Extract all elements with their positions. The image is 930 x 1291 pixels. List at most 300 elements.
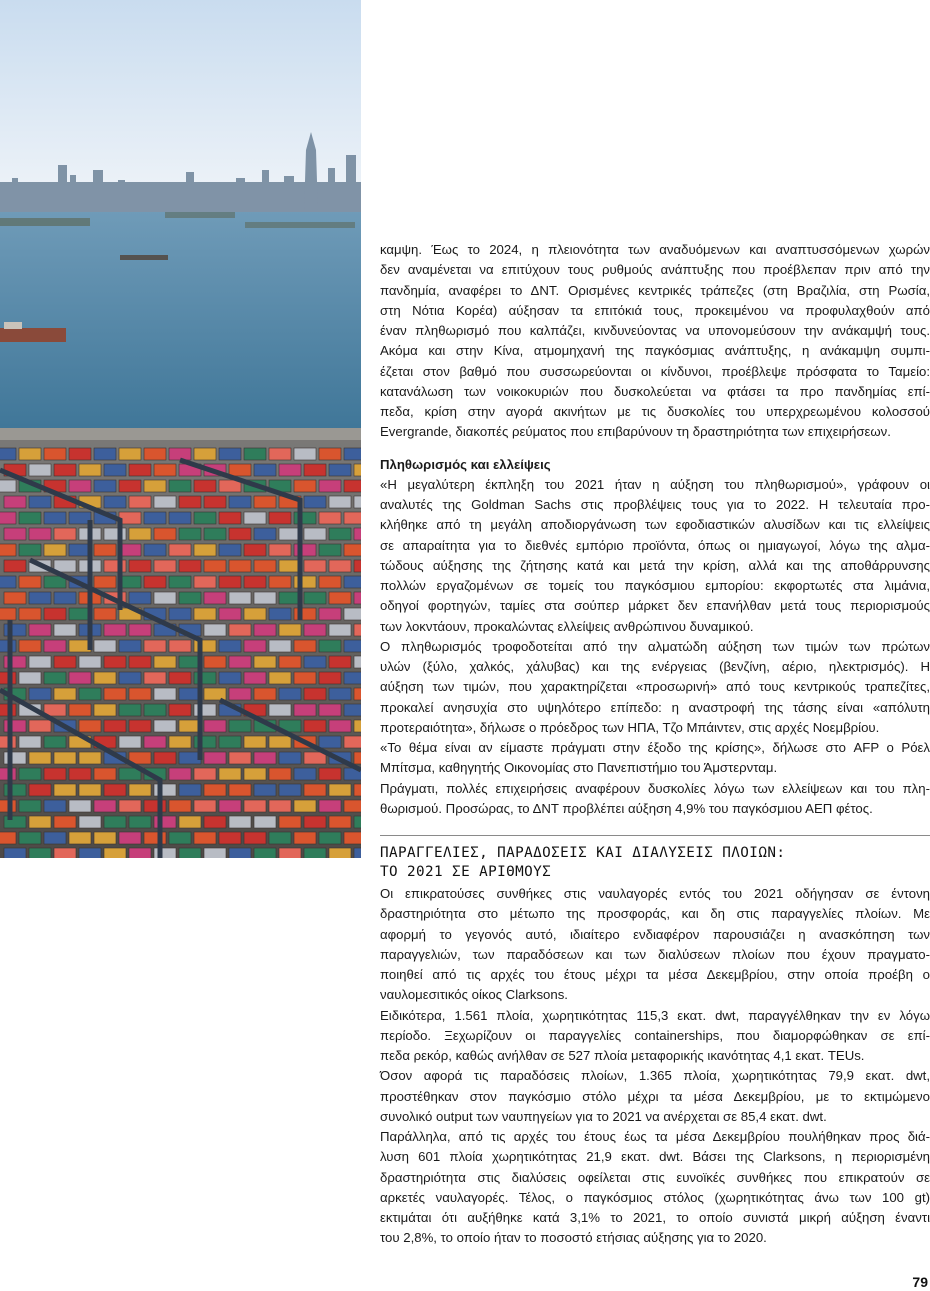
container (269, 768, 291, 780)
text-line: κλήθηκε από τη μεγάλη αποδιοργάνωση των εφοδιαστικών αλυσίδων και τις ελλείψεις (380, 517, 930, 533)
container (319, 768, 341, 780)
container (229, 848, 251, 858)
container (29, 848, 51, 858)
container (54, 464, 76, 476)
container (194, 736, 216, 748)
container (204, 496, 226, 508)
container (129, 656, 151, 668)
container (204, 528, 226, 540)
container (169, 768, 191, 780)
container (154, 848, 176, 858)
container (179, 560, 201, 572)
container (194, 832, 216, 844)
container (254, 752, 276, 764)
container (154, 656, 176, 668)
container (219, 832, 241, 844)
text-line: Όσον αφορά τις παραδόσεις πλοίων, 1.365 πλοία, χωρητικότητας 79,9 εκατ. dwt, (380, 1068, 930, 1084)
section-heading: Πληθωρισμός και ελλείψεις (380, 456, 551, 472)
container (204, 688, 226, 700)
container (219, 448, 241, 460)
container (279, 816, 301, 828)
container (354, 592, 361, 604)
container (319, 800, 341, 812)
container (179, 592, 201, 604)
container (44, 736, 66, 748)
container (4, 560, 26, 572)
container (144, 832, 166, 844)
text-line: προτεραιότητα», δήλωσε ο πρόεδρος των ΗΠΑ, Τζο Μπάιντεν, στις αρχές Νοεμβρίου. (380, 719, 880, 735)
container (144, 448, 166, 460)
container (119, 640, 141, 652)
container (229, 816, 251, 828)
container (154, 784, 176, 796)
container (269, 608, 291, 620)
box-divider (380, 835, 930, 836)
text-line: ποιηθεί από τις αρχές του έτους μέχρι τα μέσα Δεκεμβρίου, στην οποία προέβη ο (380, 967, 930, 982)
container (119, 800, 141, 812)
container (319, 704, 341, 716)
container (19, 576, 41, 588)
container (169, 544, 191, 556)
text-line: κατανάλωση των νοικοκυριών που δυσκολεύεται να φτάσει τα προ πανδημίας επί- (380, 383, 930, 399)
container (129, 848, 151, 858)
container (219, 544, 241, 556)
container (169, 672, 191, 684)
container (279, 848, 301, 858)
container (254, 656, 276, 668)
container (119, 832, 141, 844)
container (194, 704, 216, 716)
container (129, 528, 151, 540)
container (294, 768, 316, 780)
container (304, 560, 326, 572)
container (304, 688, 326, 700)
container (269, 736, 291, 748)
container (219, 800, 241, 812)
container (354, 656, 361, 668)
container (294, 544, 316, 556)
container (104, 528, 126, 540)
text-line: πεδα, κρίση στην αγορά ακινήτων με τις δυσκολίες του υπερχρεωμένου κολοσσού (380, 404, 930, 419)
container (344, 448, 361, 460)
container (354, 688, 361, 700)
container (354, 816, 361, 828)
container (354, 624, 361, 636)
text-line: δραστηριότητα στο μέτωπο της προσφοράς, και δη στις παραγγελίες πλοίων. Με (380, 906, 930, 922)
container (79, 784, 101, 796)
text-line: έζεται στον βαθμό που συσσωρεύονται οι κίνδυνοι, προέβλεψε πρόσφατα το Ταμείο: (380, 363, 930, 379)
container (4, 624, 26, 636)
container (104, 784, 126, 796)
container (304, 720, 326, 732)
text-line: περίοδο. Ξεχωρίζουν οι παραγγελίες containerships, που διαμορφώθηκαν σε επί- (380, 1027, 930, 1043)
container (169, 704, 191, 716)
container (104, 624, 126, 636)
container (144, 736, 166, 748)
container (0, 608, 16, 620)
container (19, 640, 41, 652)
container (319, 448, 341, 460)
container (169, 800, 191, 812)
container (319, 640, 341, 652)
container (144, 576, 166, 588)
container (44, 512, 66, 524)
container (29, 464, 51, 476)
container (194, 448, 216, 460)
container (204, 848, 226, 858)
container (194, 576, 216, 588)
container (354, 496, 361, 508)
page-number: 79 (912, 1274, 928, 1290)
container (319, 832, 341, 844)
container (104, 464, 126, 476)
container (94, 640, 116, 652)
container (69, 704, 91, 716)
container (0, 576, 16, 588)
container (29, 528, 51, 540)
container (44, 768, 66, 780)
container (144, 672, 166, 684)
container (229, 656, 251, 668)
container (144, 480, 166, 492)
container (229, 784, 251, 796)
container (329, 496, 351, 508)
text-line: θωρισμού. Προσώρας, το ΔΝΤ προβλέπει αύξηση 4,9% του παγκόσμιου ΑΕΠ φέτος. (380, 800, 873, 816)
text-line: υλών (ξύλο, χαλκός, χάλυβας) και της ενέργειας (βενζίνη, αέριο, ηλεκτρισμός). Η (380, 659, 930, 674)
container (294, 704, 316, 716)
container (304, 656, 326, 668)
container (69, 448, 91, 460)
container (304, 624, 326, 636)
container (19, 800, 41, 812)
text-line: προκαλεί ανησυχία στο υψηλότερο επίπεδο: η αναστροφή της τάσης είναι «απόλυτη (380, 699, 930, 715)
text-line: δραστηριότητα στις διαλύσεις οφείλεται στις ευνοϊκές συνθήκες που επικρατούν σε (380, 1169, 930, 1185)
container (144, 544, 166, 556)
text-line: δεν αναμένεται να επιτύχουν τους ρυθμούς ανάπτυξης που προέβλεπαν πριν από την (380, 262, 930, 278)
text-line: «Η μεγαλύτερη έκπληξη του 2021 ήταν η αύξηση του πληθωρισμού», γράφουν οι (380, 476, 930, 492)
container (319, 544, 341, 556)
container (229, 592, 251, 604)
text-line: αφορμή το γεγονός αυτό, ιδιαίτερο ενδιαφέρον παρουσιάζει η ανασκόπηση των (380, 926, 930, 942)
container (219, 736, 241, 748)
container (44, 832, 66, 844)
container (29, 656, 51, 668)
container (294, 832, 316, 844)
container (169, 512, 191, 524)
container (344, 800, 361, 812)
text-line: οδηγοί φορτηγών, ταμίες στα σούπερ μάρκετ δεν επανήλθαν μετά τους περιορισμούς (380, 598, 930, 614)
container (169, 448, 191, 460)
container (94, 480, 116, 492)
container (144, 704, 166, 716)
container (354, 560, 361, 572)
container (54, 528, 76, 540)
container (329, 560, 351, 572)
container (54, 592, 76, 604)
container (69, 672, 91, 684)
text-line: Οι επικρατούσες συνθήκες στις ναυλαγορές εντός του 2021 οδήγησαν σε έντονη (380, 886, 930, 901)
container (179, 816, 201, 828)
container (204, 656, 226, 668)
container (319, 512, 341, 524)
container (244, 800, 266, 812)
container (4, 752, 26, 764)
container (4, 784, 26, 796)
container (329, 720, 351, 732)
container (319, 576, 341, 588)
container (4, 656, 26, 668)
container (94, 576, 116, 588)
container (294, 576, 316, 588)
container (204, 720, 226, 732)
container (269, 448, 291, 460)
text-line: σε απαραίτητα για το διεθνές εμπόριο προϊόντα, όπως οι ημιαγωγοί, λόγω της αλμα- (380, 537, 930, 553)
container (94, 704, 116, 716)
container (0, 544, 16, 556)
container (94, 608, 116, 620)
container (229, 560, 251, 572)
container (194, 672, 216, 684)
container (19, 512, 41, 524)
container (229, 752, 251, 764)
container (94, 544, 116, 556)
container (19, 448, 41, 460)
container (194, 768, 216, 780)
container (29, 592, 51, 604)
container (304, 464, 326, 476)
container (154, 752, 176, 764)
container (319, 672, 341, 684)
container (269, 576, 291, 588)
container (244, 576, 266, 588)
quay (0, 428, 361, 440)
container (154, 560, 176, 572)
container (154, 688, 176, 700)
container (244, 640, 266, 652)
container (219, 608, 241, 620)
container (344, 832, 361, 844)
text-line: τώδους αύξησης της ζήτησης κατά και μετά την κρίση, αλλά και της αποθάρρυνσης (380, 557, 930, 573)
water (0, 212, 361, 432)
text-line: Ειδικότερα, 1.561 πλοία, χωρητικότητας 115,3 εκατ. dwt, παραγγέλθηκαν την εν λόγω (380, 1007, 930, 1023)
container (269, 512, 291, 524)
container (44, 640, 66, 652)
container (104, 560, 126, 572)
container (129, 496, 151, 508)
container (154, 592, 176, 604)
container (254, 496, 276, 508)
container (219, 640, 241, 652)
container (104, 496, 126, 508)
text-line: Ο πληθωρισμός τροφοδοτείται από την αλματώδη αύξηση των τιμών των πρώτων (380, 638, 930, 654)
container (204, 816, 226, 828)
container (254, 784, 276, 796)
container (69, 768, 91, 780)
container (29, 720, 51, 732)
container (254, 592, 276, 604)
container (344, 512, 361, 524)
container (354, 720, 361, 732)
container (279, 464, 301, 476)
container (69, 832, 91, 844)
container (54, 816, 76, 828)
container (254, 624, 276, 636)
container (244, 736, 266, 748)
container (79, 752, 101, 764)
container (254, 528, 276, 540)
text-line: συνολικό output των ναυπηγείων για το 2021 να ανέρχεται σε 85,4 εκατ. dwt. (380, 1108, 827, 1124)
container (269, 800, 291, 812)
container (154, 528, 176, 540)
text-line: του 2,8%, το οποίο ήταν το ποσοστό ετήσιας αύξησης για το 2020. (380, 1230, 767, 1246)
container (54, 656, 76, 668)
container (229, 624, 251, 636)
container (244, 608, 266, 620)
text-line: αύξηση των τιμών, που χαρακτηρίζεται «προσωρινή» από τους κεντρικούς τραπεζίτες, (380, 679, 930, 695)
container (329, 592, 351, 604)
container (204, 784, 226, 796)
container (179, 496, 201, 508)
container (254, 560, 276, 572)
container (329, 624, 351, 636)
container (194, 544, 216, 556)
container (354, 752, 361, 764)
container (104, 688, 126, 700)
container (294, 480, 316, 492)
container (304, 752, 326, 764)
container (229, 688, 251, 700)
container (329, 464, 351, 476)
intro-paragraph (380, 240, 930, 443)
text-line: των λοκντάουν, προκαλώντας ελλείψεις ανθρώπινου δυναμικού. (380, 618, 754, 634)
container (19, 608, 41, 620)
container (4, 816, 26, 828)
container (229, 720, 251, 732)
container (169, 576, 191, 588)
container (294, 512, 316, 524)
container (304, 816, 326, 828)
container (119, 480, 141, 492)
container (19, 832, 41, 844)
container (119, 736, 141, 748)
container (79, 688, 101, 700)
container (244, 768, 266, 780)
container (29, 688, 51, 700)
container (279, 688, 301, 700)
container (344, 608, 361, 620)
container (344, 480, 361, 492)
container (344, 704, 361, 716)
container (194, 608, 216, 620)
text-line: προστέθηκαν στον παγκόσμιο στόλο μέχρι τα μέσα Δεκεμβρίου, με το εκτιμώμενο (380, 1088, 930, 1104)
container (329, 688, 351, 700)
container (169, 608, 191, 620)
container (344, 640, 361, 652)
text-line: πανδημία, αναφέρει το ΔΝΤ. Ορισμένες κεντρικές τράπεζες (στη Βραζιλία, στη Ρωσία, (380, 282, 930, 298)
container (154, 464, 176, 476)
container (204, 592, 226, 604)
container (154, 816, 176, 828)
container (94, 832, 116, 844)
container (194, 800, 216, 812)
article-column (380, 240, 930, 1249)
container (144, 640, 166, 652)
container (54, 624, 76, 636)
container (4, 848, 26, 858)
container (119, 672, 141, 684)
container (244, 832, 266, 844)
text-line: Evergrande, διακοπές ρεύματος που επιβαρύνουν τη δραστηριότητα των επιχειρήσεων. (380, 424, 891, 440)
harbor-photo (0, 0, 361, 858)
container (4, 496, 26, 508)
container (294, 640, 316, 652)
container (104, 656, 126, 668)
container (319, 736, 341, 748)
container (19, 544, 41, 556)
container (204, 624, 226, 636)
container (0, 832, 16, 844)
container (104, 720, 126, 732)
container (129, 784, 151, 796)
container (254, 688, 276, 700)
container (129, 464, 151, 476)
text-line: στη Νότια Κορέα) αύξησαν τα επιτόκιά τους, προκειμένου να προφυλαχθούν από (380, 302, 930, 318)
box-title-line-1: ΠΑΡΑΓΓΕΛΙΕΣ, ΠΑΡΑΔΟΣΕΙΣ ΚΑΙ ΔΙΑΛΥΣΕΙΣ ΠΛΟΙΩΝ: (380, 845, 786, 861)
container (0, 448, 16, 460)
container (254, 848, 276, 858)
container (4, 592, 26, 604)
container (54, 688, 76, 700)
container (294, 608, 316, 620)
box-body (380, 884, 930, 1249)
container (229, 528, 251, 540)
container (329, 848, 351, 858)
container (44, 800, 66, 812)
text-line: καμψη. Έως το 2024, η πλειονότητα των αναδυόμενων και αναπτυσσόμενων χωρών (380, 242, 930, 257)
container (129, 720, 151, 732)
container (279, 624, 301, 636)
container (94, 768, 116, 780)
container (44, 544, 66, 556)
container (29, 784, 51, 796)
container (79, 464, 101, 476)
container (129, 592, 151, 604)
container (94, 448, 116, 460)
container (79, 656, 101, 668)
container (29, 816, 51, 828)
container (269, 544, 291, 556)
box-title-line-2: ΤΟ 2021 ΣΕ ΑΡΙΘΜΟΥΣ (380, 864, 552, 880)
container (79, 848, 101, 858)
container (244, 544, 266, 556)
container (44, 448, 66, 460)
container (219, 512, 241, 524)
container (129, 816, 151, 828)
container (104, 848, 126, 858)
inflation-section-body (380, 475, 930, 819)
container (144, 512, 166, 524)
text-line: λυση 601 πλοία χωρητικότητας 21,9 εκατ. dwt. Βάσει της Clarksons, η περιορισμένη (380, 1149, 930, 1165)
container (79, 720, 101, 732)
container (169, 480, 191, 492)
container (119, 448, 141, 460)
container (154, 720, 176, 732)
text-line: «Το θέμα είναι αν είμαστε πράγματι στην έξοδο της κρίσης», δήλωσε στο AFP ο Ρόελ (380, 740, 930, 755)
container (19, 768, 41, 780)
container (169, 736, 191, 748)
text-line: αρκετές ναυλαγορές. Τέλος, ο παγκόσμιος στόλος (χωρητικότητας άνω των 100 gt) (380, 1189, 930, 1205)
container (179, 784, 201, 796)
